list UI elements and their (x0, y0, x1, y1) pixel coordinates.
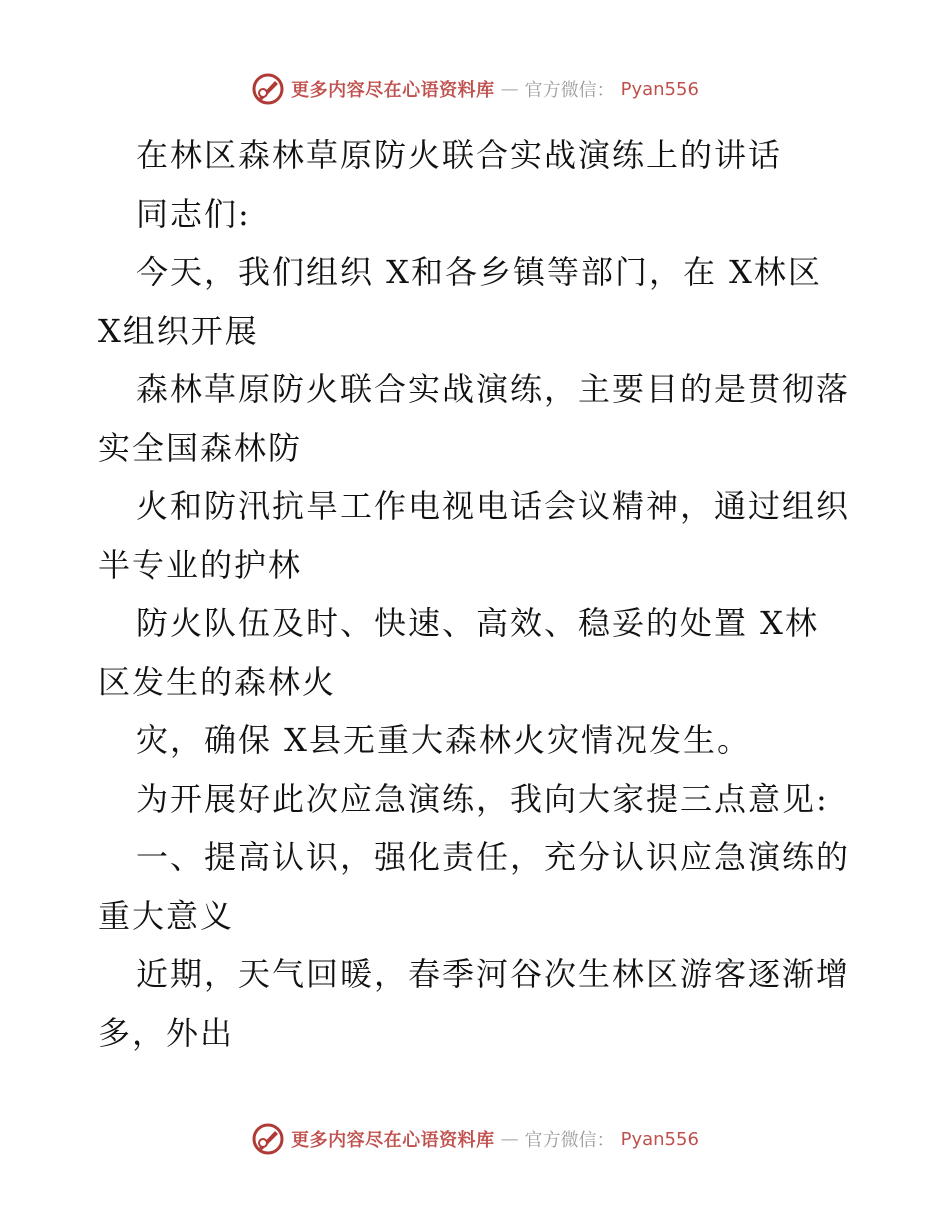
text-line: 近期，天气回暖，春季河谷次生林区游客逐渐增 (136, 955, 851, 993)
header-watermark (0, 72, 950, 106)
section-heading: 一、提高认识，强化责任，充分认识应急演练的 (136, 838, 851, 876)
text-line: 灾，确保 X县无重大森林火灾情况发生。 (136, 721, 751, 759)
text-line: 森林草原防火联合实战演练，主要目的是贯彻落 (136, 370, 851, 408)
brush-logo-icon (251, 72, 285, 106)
text-line: 火和防汛抗旱工作电视电话会议精神，通过组织 (136, 487, 851, 525)
salutation: 同志们: (136, 194, 251, 233)
footer-watermark (0, 1122, 950, 1156)
text-line: 为开展好此次应急演练，我向大家提三点意见: (136, 779, 829, 818)
text-line: 半专业的护林 (98, 545, 303, 584)
watermark-dash: — (500, 1128, 519, 1150)
text-line: 区发生的森林火 (98, 662, 337, 701)
text-line: 今天，我们组织 X和各乡镇等部门，在 X林区 (136, 253, 822, 291)
document-body (98, 126, 856, 1062)
document-title: 在林区森林草原防火联合实战演练上的讲话 (136, 136, 783, 174)
text-line: 防火队伍及时、快速、高效、稳妥的处置 X林 (136, 604, 819, 642)
text-line: 多，外出 (98, 1013, 235, 1052)
watermark-label: 官方微信： (524, 80, 615, 101)
watermark-text: 更多内容尽在心语资料库 (291, 80, 495, 101)
section-heading: 重大意义 (98, 896, 235, 935)
text-line: 实全国森林防 (98, 428, 303, 467)
watermark-label: 官方微信： (524, 1130, 615, 1151)
watermark-id: Pyan556 (620, 1128, 699, 1150)
watermark-id: Pyan556 (620, 78, 699, 100)
watermark-dash: — (500, 78, 519, 100)
watermark-text: 更多内容尽在心语资料库 (291, 1130, 495, 1151)
brush-logo-icon (251, 1122, 285, 1156)
text-line: X组织开展 (98, 311, 259, 350)
